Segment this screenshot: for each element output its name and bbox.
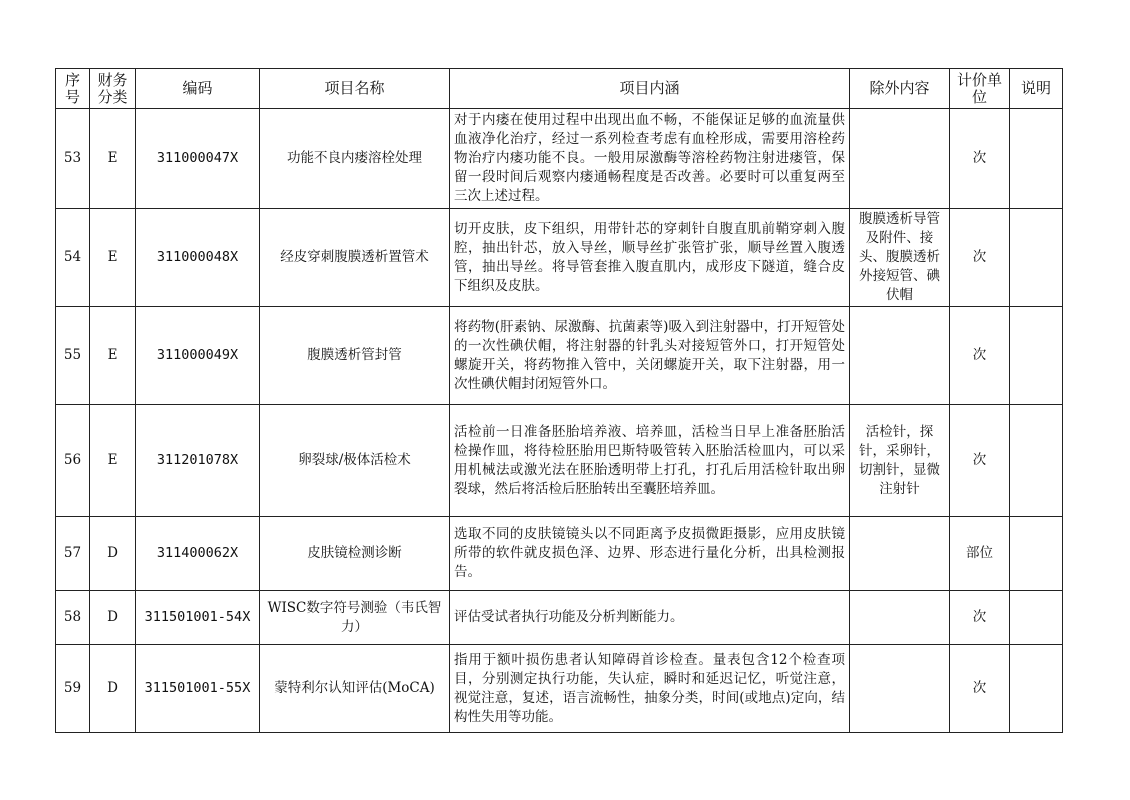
- row-exclusion: 腹膜透析导管及附件、接头、腹膜透析外接短管、碘伏帽: [850, 209, 950, 307]
- header-category: 财务分类: [90, 69, 136, 109]
- row-note: [1010, 209, 1063, 307]
- row-content: 切开皮肤，皮下组织，用带针芯的穿刺针自腹直肌前鞘穿刺入腹腔，抽出针芯，放入导丝，顺导丝扩张管扩张，顺导丝置入腹透管，抽出导丝。将导管套推入腹直肌内，成形皮下隧道，缝合皮下组织及皮肤。: [450, 209, 850, 307]
- row-exclusion: [850, 645, 950, 733]
- table-row: [56, 645, 1063, 733]
- row-exclusion: [850, 307, 950, 405]
- row-code: 311400062X: [136, 517, 260, 591]
- row-note: [1010, 307, 1063, 405]
- row-category: E: [90, 109, 136, 209]
- row-unit: 次: [950, 209, 1010, 307]
- row-content: 选取不同的皮肤镜镜头以不同距离予皮损微距摄影，应用皮肤镜所带的软件就皮损色泽、边界、形态进行量化分析，出具检测报告。: [450, 517, 850, 591]
- row-code: 311000049X: [136, 307, 260, 405]
- header-exclusion: 除外内容: [850, 69, 950, 109]
- row-exclusion: [850, 517, 950, 591]
- row-code: 311501001-54X: [136, 591, 260, 645]
- row-category: E: [90, 405, 136, 517]
- row-code: 311000047X: [136, 109, 260, 209]
- row-seq: 56: [56, 405, 90, 517]
- row-unit: 次: [950, 307, 1010, 405]
- row-seq: 53: [56, 109, 90, 209]
- table-row: [56, 209, 1063, 307]
- table-row: [56, 517, 1063, 591]
- row-category: E: [90, 209, 136, 307]
- row-category: D: [90, 517, 136, 591]
- row-unit: 次: [950, 109, 1010, 209]
- row-seq: 55: [56, 307, 90, 405]
- row-code: 311000048X: [136, 209, 260, 307]
- row-name: 皮肤镜检测诊断: [260, 517, 450, 591]
- table-body: [56, 109, 1063, 733]
- row-exclusion: [850, 109, 950, 209]
- header-name: 项目名称: [260, 69, 450, 109]
- table-row: [56, 307, 1063, 405]
- row-category: E: [90, 307, 136, 405]
- row-note: [1010, 109, 1063, 209]
- row-name: 经皮穿刺腹膜透析置管术: [260, 209, 450, 307]
- row-note: [1010, 645, 1063, 733]
- row-note: [1010, 591, 1063, 645]
- row-name: 腹膜透析管封管: [260, 307, 450, 405]
- row-seq: 57: [56, 517, 90, 591]
- row-name: WISC数字符号测验（韦氏智力）: [260, 591, 450, 645]
- row-content: 活检前一日准备胚胎培养液、培养皿，活检当日早上准备胚胎活检操作皿，将待检胚胎用巴斯特吸管转入胚胎活检皿内，可以采用机械法或激光法在胚胎透明带上打孔，打孔后用活检针取出卵裂球，然后将活检后胚胎转出至囊胚培养皿。: [450, 405, 850, 517]
- row-name: 蒙特利尔认知评估(MoCA): [260, 645, 450, 733]
- header-code: 编码: [136, 69, 260, 109]
- row-content: 对于内瘘在使用过程中出现出血不畅，不能保证足够的血流量供血液净化治疗，经过一系列检查考虑有血栓形成，需要用溶栓药物治疗内瘘功能不良。一般用尿激酶等溶栓药物注射进瘘管，保留一段时间后观察内瘘通畅程度是否改善。必要时可以重复两至三次上述过程。: [450, 109, 850, 209]
- row-unit: 次: [950, 645, 1010, 733]
- row-content: 将药物(肝素钠、尿激酶、抗菌素等)吸入到注射器中，打开短管处的一次性碘伏帽，将注射器的针乳头对接短管外口，打开短管处螺旋开关，将药物推入管中，关闭螺旋开关，取下注射器，用一次性碘伏帽封闭短管外口。: [450, 307, 850, 405]
- row-name: 功能不良内瘘溶栓处理: [260, 109, 450, 209]
- row-code: 311201078X: [136, 405, 260, 517]
- header-note: 说明: [1010, 69, 1063, 109]
- header-content: 项目内涵: [450, 69, 850, 109]
- header-unit: 计价单位: [950, 69, 1010, 109]
- row-code: 311501001-55X: [136, 645, 260, 733]
- row-content: 评估受试者执行功能及分析判断能力。: [450, 591, 850, 645]
- row-category: D: [90, 645, 136, 733]
- row-content: 指用于额叶损伤患者认知障碍首诊检查。量表包含12个检查项目，分别测定执行功能，失认症，瞬时和延迟记忆，听觉注意，视觉注意，复述，语言流畅性，抽象分类，时间(或地点)定向，结构性失用等功能。: [450, 645, 850, 733]
- row-note: [1010, 405, 1063, 517]
- row-unit: 部位: [950, 517, 1010, 591]
- row-seq: 58: [56, 591, 90, 645]
- row-seq: 59: [56, 645, 90, 733]
- pricing-table: [55, 68, 1063, 733]
- row-note: [1010, 517, 1063, 591]
- row-exclusion: [850, 591, 950, 645]
- table-row: [56, 109, 1063, 209]
- row-seq: 54: [56, 209, 90, 307]
- header-seq: 序号: [56, 69, 90, 109]
- row-name: 卵裂球/极体活检术: [260, 405, 450, 517]
- row-unit: 次: [950, 591, 1010, 645]
- table-row: [56, 405, 1063, 517]
- row-exclusion: 活检针，探针，采卵针，切割针，显微注射针: [850, 405, 950, 517]
- row-unit: 次: [950, 405, 1010, 517]
- table-row: [56, 591, 1063, 645]
- row-category: D: [90, 591, 136, 645]
- table-header: [56, 69, 1063, 109]
